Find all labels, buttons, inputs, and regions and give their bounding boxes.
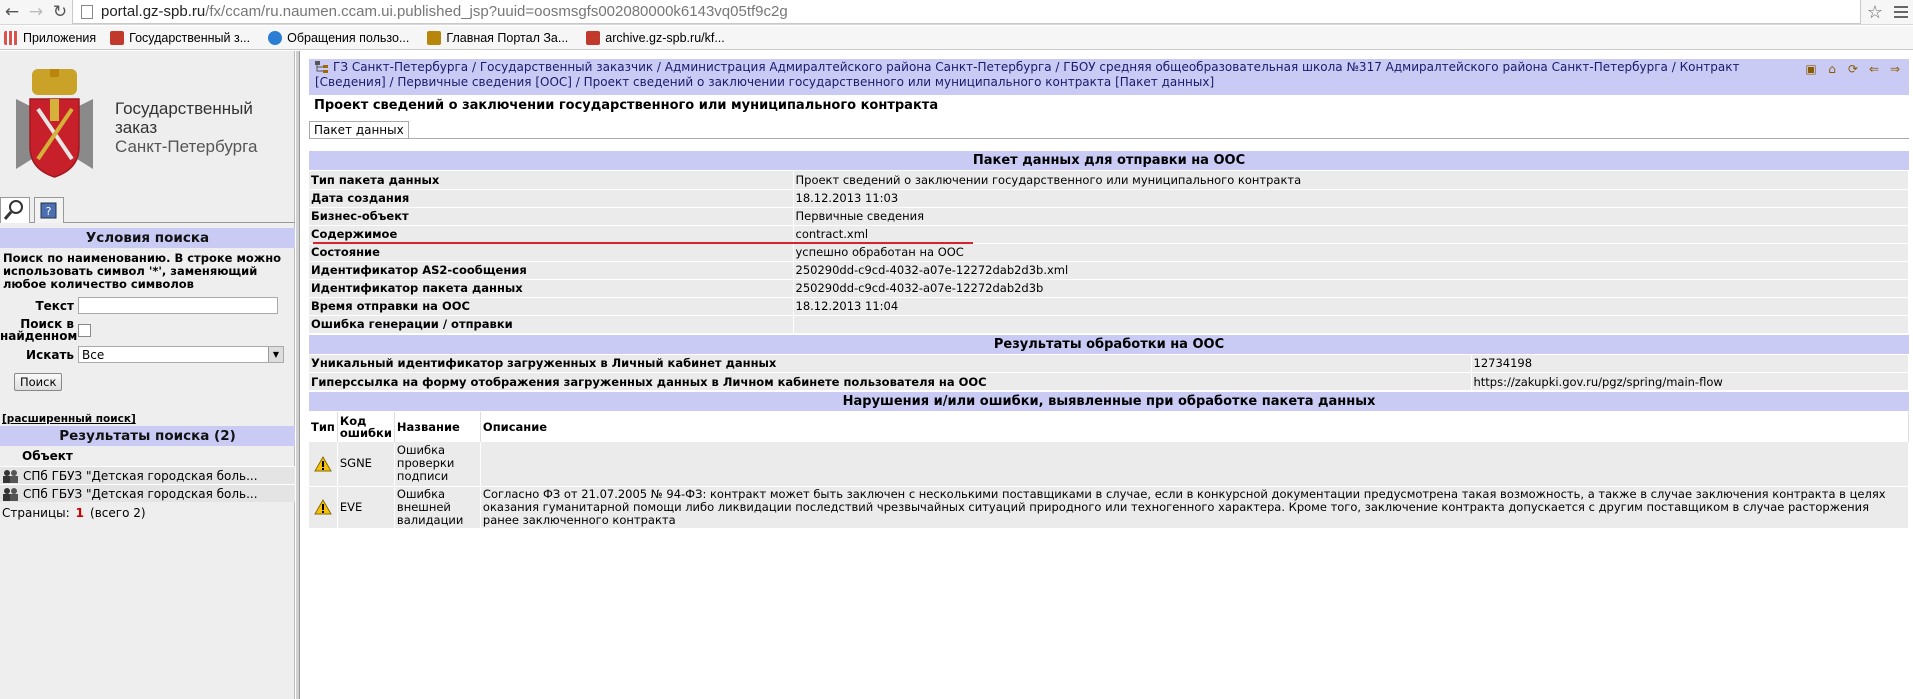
results-table	[309, 355, 1909, 392]
warning-icon	[314, 456, 332, 472]
table-row: Ошибка генерации / отправки	[309, 315, 1909, 333]
home-icon[interactable]: ⌂	[1828, 61, 1836, 76]
result-title[interactable]: СПб ГБУЗ "Детская городская боль...	[23, 486, 258, 501]
logo-line2: заказ	[115, 118, 158, 137]
organization-icon	[2, 469, 20, 483]
spb-emblem-icon	[586, 31, 600, 45]
in-found-row	[0, 316, 295, 344]
text-label: Текст	[35, 298, 74, 313]
spb-emblem-icon	[110, 31, 124, 45]
section-results-header: Результаты обработки на ООС	[309, 335, 1909, 355]
package-table	[309, 171, 1909, 334]
bookmark-glavnaya[interactable]: Главная Портал За...	[427, 31, 568, 45]
pagination: Страницы: 1 (всего 2)	[2, 506, 146, 520]
bookmark-gz[interactable]: Государственный з...	[110, 31, 250, 45]
search-conditions-header: Условия поиска	[0, 228, 295, 248]
logo-line3: Санкт-Петербурга	[115, 137, 258, 156]
results-col-object: Объект	[22, 449, 73, 463]
text-input[interactable]	[78, 297, 278, 314]
toolbar	[1803, 62, 1903, 76]
result-row[interactable]	[0, 484, 295, 502]
table-row: Содержимое contract.xml	[309, 225, 1909, 243]
table-row: Дата создания 18.12.2013 11:03	[309, 189, 1909, 207]
svg-text:?: ?	[45, 205, 52, 218]
search-help-text: Поиск по наименованию. В строке можно использовать символ '*', заменяющий любое количество символов	[3, 251, 282, 291]
breadcrumb-text[interactable]: ГЗ Санкт-Петербурга / Государственный заказчик / Администрация Адмиралтейского района Санкт-Петербурга / ГБОУ средняя общеобразовательная школа №317 Адмиралтейского района Санкт-Петербурга / Контракт [Сведения] / Первичные сведения [ООС] / Проект сведений о заключении государственного или муниципального контракта [Пакет данных]	[315, 60, 1740, 89]
table-row: Уникальный идентификатор загруженных в Личный кабинет данных 12734198	[309, 355, 1909, 373]
table-row: Тип пакета данных Проект сведений о заключении государственного или муниципального контракта	[309, 171, 1909, 189]
eagle-icon	[427, 31, 441, 45]
bookmark-apps[interactable]: Приложения	[4, 31, 96, 45]
search-in-label: Искать	[26, 347, 74, 362]
logo-line1: Государственный	[115, 99, 253, 118]
table-row: Гиперссылка на форму отображения загруженных данных в Личном кабинете пользователя на ООС https://zakupki.gov.ru/pgz/spring/main-flow	[309, 373, 1909, 391]
bookmark-star-icon[interactable]: ☆	[1866, 1, 1884, 23]
back-icon[interactable]: ←	[4, 2, 20, 22]
apps-grid-icon	[4, 31, 18, 45]
help-icon	[35, 198, 61, 222]
url-path: /fx/ccam/ru.naumen.ccam.ui.published_jsp?uuid=oosmsgfs002080000k6143vq05tf9c2g	[205, 3, 788, 20]
table-header-row: Тип Код ошибки Название Описание	[309, 412, 1909, 442]
spb-coat-of-arms-icon	[12, 69, 97, 181]
chevron-down-icon: ▼	[268, 347, 283, 362]
bookmark-obrascheniya[interactable]: Обращения пользо...	[268, 31, 409, 45]
browser-menu-icon[interactable]	[1889, 6, 1913, 18]
result-title[interactable]: СПб ГБУЗ "Детская городская боль...	[23, 468, 258, 483]
tree-icon	[315, 61, 329, 73]
search-results-header: Результаты поиска (2)	[0, 426, 295, 446]
organization-icon	[2, 487, 20, 501]
breadcrumb	[309, 59, 1909, 95]
address-bar[interactable]	[72, 0, 1861, 24]
browser-toolbar	[0, 0, 1913, 25]
advanced-search-link[interactable]: [расширенный поиск]	[2, 413, 136, 425]
oos-hyperlink[interactable]: https://zakupki.gov.ru/pgz/spring/main-flow	[1471, 373, 1909, 391]
search-in-select[interactable]: Все ▼	[78, 346, 284, 363]
table-row: Бизнес-объект Первичные сведения	[309, 207, 1909, 225]
logo	[0, 51, 294, 191]
in-found-checkbox[interactable]	[78, 324, 91, 337]
table-row: SGNE Ошибка проверки подписи	[309, 442, 1909, 486]
content-area	[309, 151, 1909, 529]
bookmark-archive[interactable]: archive.gz-spb.ru/kf...	[586, 31, 725, 45]
globe-icon	[268, 31, 282, 45]
page-1-link[interactable]: 1	[75, 506, 85, 520]
panel-splitter[interactable]	[296, 51, 300, 699]
main-panel	[301, 51, 1913, 699]
warning-icon	[314, 499, 332, 515]
result-row[interactable]	[0, 466, 295, 484]
text-row	[0, 295, 295, 316]
page-title: Проект сведений о заключении государственного или муниципального контракта	[314, 98, 939, 113]
arrow-right-icon[interactable]: ⇒	[1889, 61, 1901, 76]
page-icon	[81, 5, 93, 19]
folder-icon[interactable]: ▣	[1805, 61, 1817, 76]
table-row: Идентификатор AS2-сообщения 250290dd-c9cd-4032-a07e-12272dab2d3b.xml	[309, 261, 1909, 279]
left-panel	[0, 51, 295, 699]
section-errors-header: Нарушения и/или ошибки, выявленные при обработке пакета данных	[309, 392, 1909, 412]
refresh-icon[interactable]: ⟳	[1847, 61, 1859, 76]
bookmarks-bar	[0, 26, 1913, 50]
section-package-header: Пакет данных для отправки на ООС	[309, 151, 1909, 171]
table-row: EVE Ошибка внешней валидации Согласно ФЗ от 21.07.2005 № 94-ФЗ: контракт может быть заключен с несколькими поставщиками в случае, если в конкурсной документации предусмотрена такая возможность, а также в случае заключения контракта в целях оказания гуманитарной помощи либо ликвидации последствий чрезвычайных ситуаций природного или техногенного характера. Кроме того, заключение контракта допускается с другим поставщиком в случае расторжения ранее заключенного контракта	[309, 486, 1909, 528]
red-annotation-underline	[313, 242, 973, 244]
in-found-label: Поиск в найденном	[0, 317, 78, 343]
tab-data-package[interactable]: Пакет данных	[309, 121, 409, 138]
tab-help[interactable]	[34, 197, 64, 223]
url-host: portal.gz-spb.ru	[101, 3, 206, 20]
table-row: Время отправки на ООС 18.12.2013 11:04	[309, 297, 1909, 315]
magnifier-icon	[1, 198, 27, 222]
table-row: Идентификатор пакета данных 250290dd-c9cd-4032-a07e-12272dab2d3b	[309, 279, 1909, 297]
tab-divider	[309, 138, 1909, 139]
contents-link[interactable]: contract.xml	[793, 225, 1909, 243]
arrow-left-icon[interactable]: ⇐	[1868, 61, 1880, 76]
tab-search[interactable]	[0, 197, 30, 223]
search-in-row	[0, 344, 295, 365]
table-row: Состояние успешно обработан на ООС	[309, 243, 1909, 261]
reload-icon[interactable]: ↻	[52, 2, 68, 22]
search-button[interactable]: Поиск	[14, 373, 62, 391]
errors-table	[309, 412, 1909, 529]
left-tabs	[0, 193, 295, 223]
forward-icon[interactable]: →	[28, 2, 44, 22]
